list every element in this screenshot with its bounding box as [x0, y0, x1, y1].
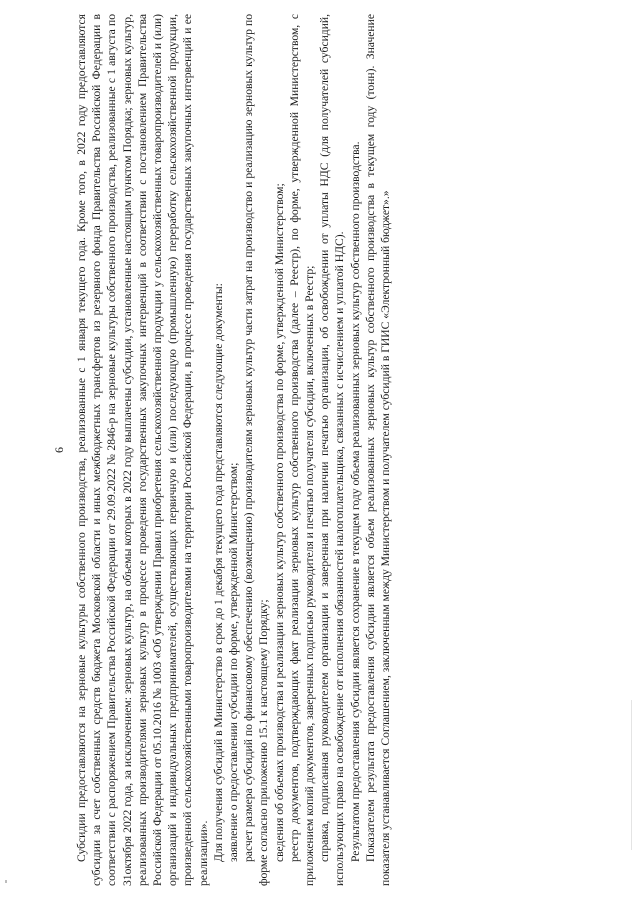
list-item-registry: реестр документов, подтверждающих факт реализации зерновых культур собственного производства (далее – Реестр), по форме, утвержденной Министерством, с приложением копий документов, заверенных подписью руководителя и печатью получателя субсидии, включенных в Реестр;: [287, 14, 317, 886]
scan-edge-line: [631, 700, 632, 850]
list-item-production-info: сведения об объемах производства и реализации зерновых культур собственного производства по форме, утвержденной Министерством;: [272, 183, 286, 862]
list-item-application: заявление о предоставлении субсидии по форме, утвержденной Министерством;: [227, 462, 241, 862]
page-number: 6: [52, 447, 66, 453]
paragraph-result-indicator: Показателем результата предоставления субсидии является объем реализованных зерновых культур собственного производства в текущем году (тонн). Значение показателя устанавливается Соглашением, заключенным между Министерством и получателем субсидий в ГИИС «Электронный бюджет».»: [363, 14, 393, 886]
rotated-document-page: [48, 10, 608, 890]
paragraph-subsidy-conditions: Субсидии предоставляются на зерновые культуры собственного производства, реализованные с 1 января текущего года. Кроме того, в 2022 году предоставляются субсидии за счет собственных средств бюджета Московской области и иных межбюджетных трансфертов из резервного фонда Правительства Российской Федерации в соответствии с распоряжением Правительства Российской Федерации от 29.09.2022 № 2846-р на зерновые культуры собственного производства, реализованные с 1 августа по 31октября 2022 года, за исключением: зерновых культур, на объемы которых в 2022 году выплачены субсидии, установленные настоящим пунктом Порядка; зерновых культур, реализованных производителями зерновых культур в процессе проведения государственных закупочных интервенций в соответствии с постановлением Правительства Российской Федерации от 05.10.2016 № 1003 «Об утверждении Правил приобретения сельскохозяйственной продукции у сельскохозяйственных товаропроизводителей и (или) организаций и индивидуальных предпринимателей, осуществляющих первичную и (или) последующую (промышленную) переработку сельскохозяйственной продукции, произведенной сельскохозяйственными товаропроизводителями на территории Российской Федерации, в процессе проведения государственных закупочных интервенций и ее реализации».: [75, 14, 210, 886]
list-item-calculation: расчет размера субсидий по финансовому обеспечению (возмещению) производителям зерновых культур части затрат на производство и реализацию зерновых культур по форме согласно приложению 15.1 к настоящему Порядку;: [242, 14, 271, 886]
paragraph-result: Результатом предоставления субсидии является сохранение в текущем году объема реализованных зерновых культур собственного производства.: [348, 141, 362, 862]
document-body: [74, 14, 393, 886]
list-item-vat-certificate: справка, подписанная руководителем организации и заверенная при наличии печатью организации, об освобождении от уплаты НДС (для получателей субсидий, использующих право на освобождение от исполнения обязанностей налогоплательщика, связанных с исчислением и уплатой НДС).: [318, 14, 347, 886]
scan-mark: [5, 880, 7, 883]
paragraph-documents-intro: Для получения субсидий в Министерство в срок до 1 декабря текущего года представляются следующие документы:: [211, 283, 225, 862]
